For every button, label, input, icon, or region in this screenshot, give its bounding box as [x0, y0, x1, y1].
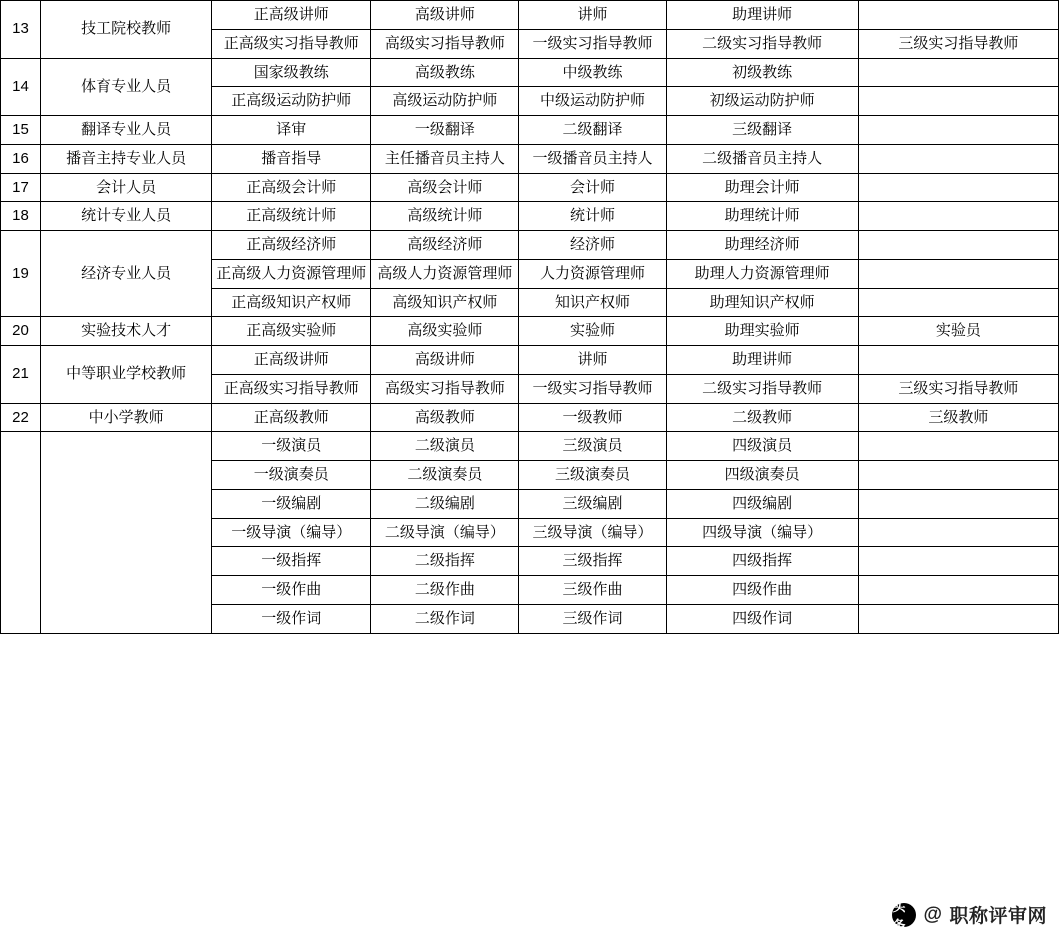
level-cell-2: 高级教师 — [371, 403, 519, 432]
row-number-cell: 18 — [1, 202, 41, 231]
level-cell-2: 二级作曲 — [371, 576, 519, 605]
level-cell-2: 一级翻译 — [371, 116, 519, 145]
level-cell-1: 正高级知识产权师 — [212, 288, 371, 317]
level-cell-1: 正高级统计师 — [212, 202, 371, 231]
level-cell-2: 二级编剧 — [371, 489, 519, 518]
level-cell-5 — [858, 346, 1058, 375]
level-cell-4: 助理实验师 — [666, 317, 858, 346]
level-cell-5 — [858, 461, 1058, 490]
table-row — [1, 144, 1059, 173]
watermark — [888, 898, 1051, 933]
level-cell-2: 二级演员 — [371, 432, 519, 461]
level-cell-3: 知识产权师 — [519, 288, 666, 317]
table-row — [1, 432, 1059, 461]
level-cell-5: 三级实习指导教师 — [858, 29, 1058, 58]
table-row — [1, 173, 1059, 202]
level-cell-2: 二级导演（编导） — [371, 518, 519, 547]
level-cell-1: 播音指导 — [212, 144, 371, 173]
level-cell-4: 三级翻译 — [666, 116, 858, 145]
level-cell-3: 一级实习指导教师 — [519, 374, 666, 403]
level-cell-1: 国家级教练 — [212, 58, 371, 87]
level-cell-3: 统计师 — [519, 202, 666, 231]
level-cell-4: 助理人力资源管理师 — [666, 259, 858, 288]
level-cell-2: 高级讲师 — [371, 1, 519, 30]
category-cell — [41, 432, 212, 633]
level-cell-1: 正高级讲师 — [212, 1, 371, 30]
level-cell-3: 中级教练 — [519, 58, 666, 87]
level-cell-5 — [858, 576, 1058, 605]
level-cell-3: 三级作曲 — [519, 576, 666, 605]
table-row — [1, 346, 1059, 375]
level-cell-1: 一级指挥 — [212, 547, 371, 576]
level-cell-3: 一级实习指导教师 — [519, 29, 666, 58]
level-cell-3: 一级播音员主持人 — [519, 144, 666, 173]
level-cell-2: 高级知识产权师 — [371, 288, 519, 317]
category-cell: 中等职业学校教师 — [41, 346, 212, 404]
level-cell-2: 高级经济师 — [371, 231, 519, 260]
category-cell: 统计专业人员 — [41, 202, 212, 231]
level-cell-4: 助理会计师 — [666, 173, 858, 202]
level-cell-2: 高级人力资源管理师 — [371, 259, 519, 288]
level-cell-5 — [858, 116, 1058, 145]
table-row — [1, 116, 1059, 145]
level-cell-5 — [858, 259, 1058, 288]
level-cell-3: 中级运动防护师 — [519, 87, 666, 116]
table-body — [1, 1, 1059, 634]
level-cell-1: 正高级经济师 — [212, 231, 371, 260]
level-cell-1: 一级演奏员 — [212, 461, 371, 490]
level-cell-3: 三级指挥 — [519, 547, 666, 576]
level-cell-4: 助理统计师 — [666, 202, 858, 231]
level-cell-3: 会计师 — [519, 173, 666, 202]
level-cell-1: 一级作词 — [212, 604, 371, 633]
watermark-at: @ — [923, 903, 943, 925]
table-row — [1, 317, 1059, 346]
level-cell-2: 高级讲师 — [371, 346, 519, 375]
level-cell-2: 二级演奏员 — [371, 461, 519, 490]
row-number-cell: 19 — [1, 231, 41, 317]
row-number-cell: 14 — [1, 58, 41, 116]
level-cell-4: 二级教师 — [666, 403, 858, 432]
row-number-cell: 16 — [1, 144, 41, 173]
level-cell-3: 二级翻译 — [519, 116, 666, 145]
table-row — [1, 403, 1059, 432]
level-cell-2: 高级实习指导教师 — [371, 29, 519, 58]
level-cell-4: 初级教练 — [666, 58, 858, 87]
level-cell-5 — [858, 202, 1058, 231]
level-cell-4: 二级实习指导教师 — [666, 29, 858, 58]
level-cell-3: 一级教师 — [519, 403, 666, 432]
level-cell-1: 正高级实习指导教师 — [212, 374, 371, 403]
level-cell-5 — [858, 231, 1058, 260]
level-cell-2: 高级会计师 — [371, 173, 519, 202]
level-cell-1: 正高级实验师 — [212, 317, 371, 346]
level-cell-3: 三级编剧 — [519, 489, 666, 518]
level-cell-2: 高级实习指导教师 — [371, 374, 519, 403]
level-cell-3: 实验师 — [519, 317, 666, 346]
level-cell-4: 助理经济师 — [666, 231, 858, 260]
level-cell-5: 三级教师 — [858, 403, 1058, 432]
table-row — [1, 202, 1059, 231]
level-cell-3: 三级作词 — [519, 604, 666, 633]
level-cell-4: 助理讲师 — [666, 1, 858, 30]
level-cell-5 — [858, 144, 1058, 173]
level-cell-5 — [858, 1, 1058, 30]
level-cell-4: 二级实习指导教师 — [666, 374, 858, 403]
table-row — [1, 58, 1059, 87]
row-number-cell — [1, 432, 41, 633]
row-number-cell: 22 — [1, 403, 41, 432]
level-cell-4: 四级作曲 — [666, 576, 858, 605]
level-cell-3: 三级导演（编导） — [519, 518, 666, 547]
level-cell-4: 二级播音员主持人 — [666, 144, 858, 173]
level-cell-1: 译审 — [212, 116, 371, 145]
category-cell: 经济专业人员 — [41, 231, 212, 317]
category-cell: 会计人员 — [41, 173, 212, 202]
level-cell-2: 主任播音员主持人 — [371, 144, 519, 173]
category-cell: 播音主持专业人员 — [41, 144, 212, 173]
toutiao-logo-icon: 头条 — [892, 903, 916, 927]
table-row — [1, 1, 1059, 30]
level-cell-4: 四级导演（编导） — [666, 518, 858, 547]
level-cell-4: 四级指挥 — [666, 547, 858, 576]
level-cell-1: 一级导演（编导） — [212, 518, 371, 547]
level-cell-3: 三级演员 — [519, 432, 666, 461]
level-cell-4: 四级演奏员 — [666, 461, 858, 490]
level-cell-4: 四级演员 — [666, 432, 858, 461]
level-cell-1: 一级作曲 — [212, 576, 371, 605]
row-number-cell: 17 — [1, 173, 41, 202]
level-cell-1: 一级演员 — [212, 432, 371, 461]
row-number-cell: 15 — [1, 116, 41, 145]
level-cell-5 — [858, 547, 1058, 576]
level-cell-2: 高级统计师 — [371, 202, 519, 231]
category-cell: 实验技术人才 — [41, 317, 212, 346]
level-cell-4: 四级编剧 — [666, 489, 858, 518]
level-cell-2: 高级教练 — [371, 58, 519, 87]
level-cell-1: 一级编剧 — [212, 489, 371, 518]
row-number-cell: 21 — [1, 346, 41, 404]
level-cell-4: 初级运动防护师 — [666, 87, 858, 116]
category-cell: 体育专业人员 — [41, 58, 212, 116]
row-number-cell: 20 — [1, 317, 41, 346]
level-cell-4: 四级作词 — [666, 604, 858, 633]
level-cell-1: 正高级教师 — [212, 403, 371, 432]
level-cell-5 — [858, 288, 1058, 317]
level-cell-2: 高级实验师 — [371, 317, 519, 346]
category-cell: 技工院校教师 — [41, 1, 212, 59]
level-cell-1: 正高级运动防护师 — [212, 87, 371, 116]
watermark-name: 职称评审网 — [949, 906, 1047, 927]
row-number-cell: 13 — [1, 1, 41, 59]
level-cell-1: 正高级讲师 — [212, 346, 371, 375]
level-cell-3: 经济师 — [519, 231, 666, 260]
level-cell-5 — [858, 518, 1058, 547]
level-cell-5 — [858, 173, 1058, 202]
category-cell: 翻译专业人员 — [41, 116, 212, 145]
level-cell-1: 正高级实习指导教师 — [212, 29, 371, 58]
level-cell-5: 三级实习指导教师 — [858, 374, 1058, 403]
level-cell-5 — [858, 489, 1058, 518]
level-cell-3: 讲师 — [519, 346, 666, 375]
level-cell-4: 助理知识产权师 — [666, 288, 858, 317]
level-cell-5 — [858, 58, 1058, 87]
level-cell-2: 二级作词 — [371, 604, 519, 633]
level-cell-1: 正高级人力资源管理师 — [212, 259, 371, 288]
level-cell-1: 正高级会计师 — [212, 173, 371, 202]
level-cell-5 — [858, 87, 1058, 116]
level-cell-4: 助理讲师 — [666, 346, 858, 375]
level-cell-5: 实验员 — [858, 317, 1058, 346]
table-row — [1, 231, 1059, 260]
level-cell-2: 高级运动防护师 — [371, 87, 519, 116]
level-cell-5 — [858, 604, 1058, 633]
category-cell: 中小学教师 — [41, 403, 212, 432]
level-cell-3: 三级演奏员 — [519, 461, 666, 490]
level-cell-3: 人力资源管理师 — [519, 259, 666, 288]
level-cell-5 — [858, 432, 1058, 461]
level-cell-3: 讲师 — [519, 1, 666, 30]
level-cell-2: 二级指挥 — [371, 547, 519, 576]
